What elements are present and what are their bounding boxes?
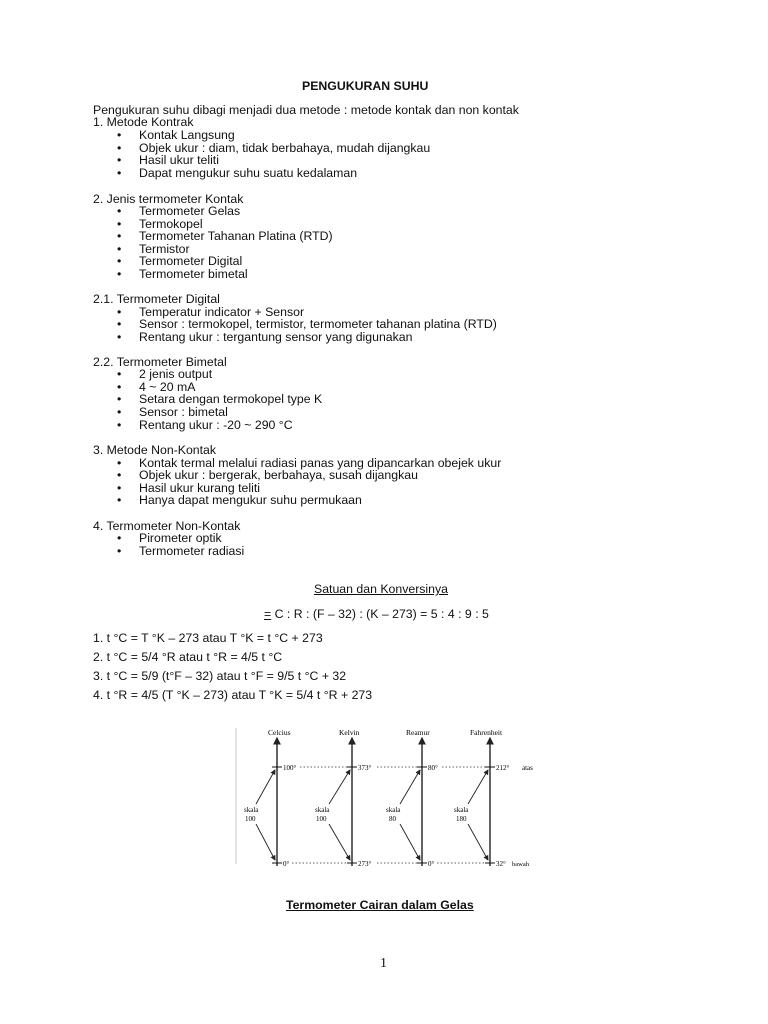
- bullet-dot: •: [117, 380, 122, 394]
- list-item: 2 jenis output: [139, 367, 213, 381]
- skala-range: 100: [316, 815, 327, 823]
- skala-label: skala: [315, 806, 330, 814]
- ratio-prefix: =: [264, 607, 272, 621]
- scale-name: Celcius: [268, 728, 291, 737]
- section-heading: 1. Metode Kontrak: [93, 115, 194, 129]
- list-item: Objek ukur : diam, tidak berbahaya, mudah dijangkau: [139, 141, 431, 155]
- skala-range: 180: [456, 815, 467, 823]
- page-number: 1: [380, 956, 387, 971]
- list-item: Hasil ukur teliti: [139, 153, 219, 167]
- list-item: Objek ukur : bergerak, berbahaya, susah dijangkau: [139, 468, 418, 482]
- bullet-dot: •: [117, 153, 122, 167]
- figure-caption: Termometer Cairan dalam Gelas: [286, 898, 474, 912]
- bullet-dot: •: [117, 242, 122, 256]
- bawah-label: bawah: [512, 861, 529, 868]
- bullet-dot: •: [117, 418, 122, 432]
- list-item: Setara dengan termokopel type K: [139, 392, 323, 406]
- bullet-dot: •: [117, 305, 122, 319]
- scale-top-label: 212°: [496, 764, 510, 772]
- skala-label: skala: [454, 806, 469, 814]
- bullet-dot: •: [117, 544, 122, 558]
- bullet-dot: •: [117, 128, 122, 142]
- ratio-expression: C : R : (F – 32) : (K – 273) = 5 : 4 : 9 : 5: [271, 607, 489, 621]
- list-item: Rentang ukur : -20 ~ 290 °C: [139, 418, 293, 432]
- scale-bottom-label: 0°: [283, 860, 290, 868]
- bullet-dot: •: [117, 204, 122, 218]
- bullet-dot: •: [117, 141, 122, 155]
- list-item: Termokopel: [139, 217, 203, 231]
- bullet-dot: •: [117, 405, 122, 419]
- scale-name: Reamur: [406, 728, 430, 737]
- skala-label: skala: [386, 806, 401, 814]
- list-item: Termometer radiasi: [139, 544, 245, 558]
- scale-name: Kelvin: [339, 728, 360, 737]
- section-heading: 2.2. Termometer Bimetal: [93, 355, 227, 369]
- formula-line: 2. t °C = 5/4 °R atau t °R = 4/5 t °C: [93, 650, 283, 664]
- scale-top-label: 100°: [283, 764, 297, 772]
- bullet-dot: •: [117, 229, 122, 243]
- list-item: Termistor: [139, 242, 190, 256]
- thermometer-scales-figure: [232, 724, 552, 874]
- scale-top-label: 80°: [428, 764, 438, 772]
- intro-text: Pengukuran suhu dibagi menjadi dua metode : metode kontak dan non kontak: [93, 103, 519, 117]
- ratio-line: [264, 607, 489, 621]
- list-item: Termometer Digital: [139, 254, 243, 268]
- section-heading: 3. Metode Non-Kontak: [93, 443, 217, 457]
- formula-line: 3. t °C = 5/9 (t°F – 32) atau t °F = 9/5 t °C + 32: [93, 669, 347, 683]
- bullet-dot: •: [117, 367, 122, 381]
- page-title: PENGUKURAN SUHU: [302, 79, 429, 93]
- list-item: 4 ~ 20 mA: [139, 380, 196, 394]
- list-item: Hanya dapat mengukur suhu permukaan: [139, 493, 362, 507]
- bullet-dot: •: [117, 392, 122, 406]
- bullet-dot: •: [117, 317, 122, 331]
- list-item: Rentang ukur : tergantung sensor yang digunakan: [139, 330, 413, 344]
- bullet-dot: •: [117, 267, 122, 281]
- list-item: Termometer bimetal: [139, 267, 248, 281]
- list-item: Sensor : termokopel, termistor, termometer tahanan platina (RTD): [139, 317, 497, 331]
- skala-range: 100: [245, 815, 256, 823]
- list-item: Temperatur indicator + Sensor: [139, 305, 305, 319]
- scale-name: Fahrenheit: [470, 728, 503, 737]
- list-item: Hasil ukur kurang teliti: [139, 481, 260, 495]
- list-item: Kontak Langsung: [139, 128, 235, 142]
- bullet-dot: •: [117, 456, 122, 470]
- skala-label: skala: [244, 806, 259, 814]
- bullet-dot: •: [117, 330, 122, 344]
- scale-bottom-label: 273°: [358, 860, 372, 868]
- bullet-dot: •: [117, 531, 122, 545]
- scale-bottom-label: 32°: [496, 860, 506, 868]
- skala-range: 80: [389, 815, 396, 823]
- formula-line: 1. t °C = T °K – 273 atau T °K = t °C + 273: [93, 631, 323, 645]
- bullet-dot: •: [117, 493, 122, 507]
- bullet-dot: •: [117, 481, 122, 495]
- satuan-heading: Satuan dan Konversinya: [314, 582, 448, 596]
- bullet-dot: •: [117, 254, 122, 268]
- list-item: Dapat mengukur suhu suatu kedalaman: [139, 166, 358, 180]
- bullet-dot: •: [117, 166, 122, 180]
- section-heading: 2.1. Termometer Digital: [93, 292, 220, 306]
- list-item: Kontak termal melalui radiasi panas yang dipancarkan obejek ukur: [139, 456, 502, 470]
- formula-line: 4. t °R = 4/5 (T °K – 273) atau T °K = 5/4 t °R + 273: [93, 688, 373, 702]
- section-heading: 4. Termometer Non-Kontak: [93, 519, 241, 533]
- list-item: Pirometer optik: [139, 531, 222, 545]
- scale-bottom-label: 0°: [428, 860, 435, 868]
- list-item: Sensor : bimetal: [139, 405, 228, 419]
- bullet-dot: •: [117, 217, 122, 231]
- bullet-dot: •: [117, 468, 122, 482]
- section-heading: 2. Jenis termometer Kontak: [93, 192, 244, 206]
- scale-top-label: 373°: [358, 764, 372, 772]
- atas-label: atas: [522, 764, 533, 772]
- list-item: Termometer Tahanan Platina (RTD): [139, 229, 333, 243]
- list-item: Termometer Gelas: [139, 204, 241, 218]
